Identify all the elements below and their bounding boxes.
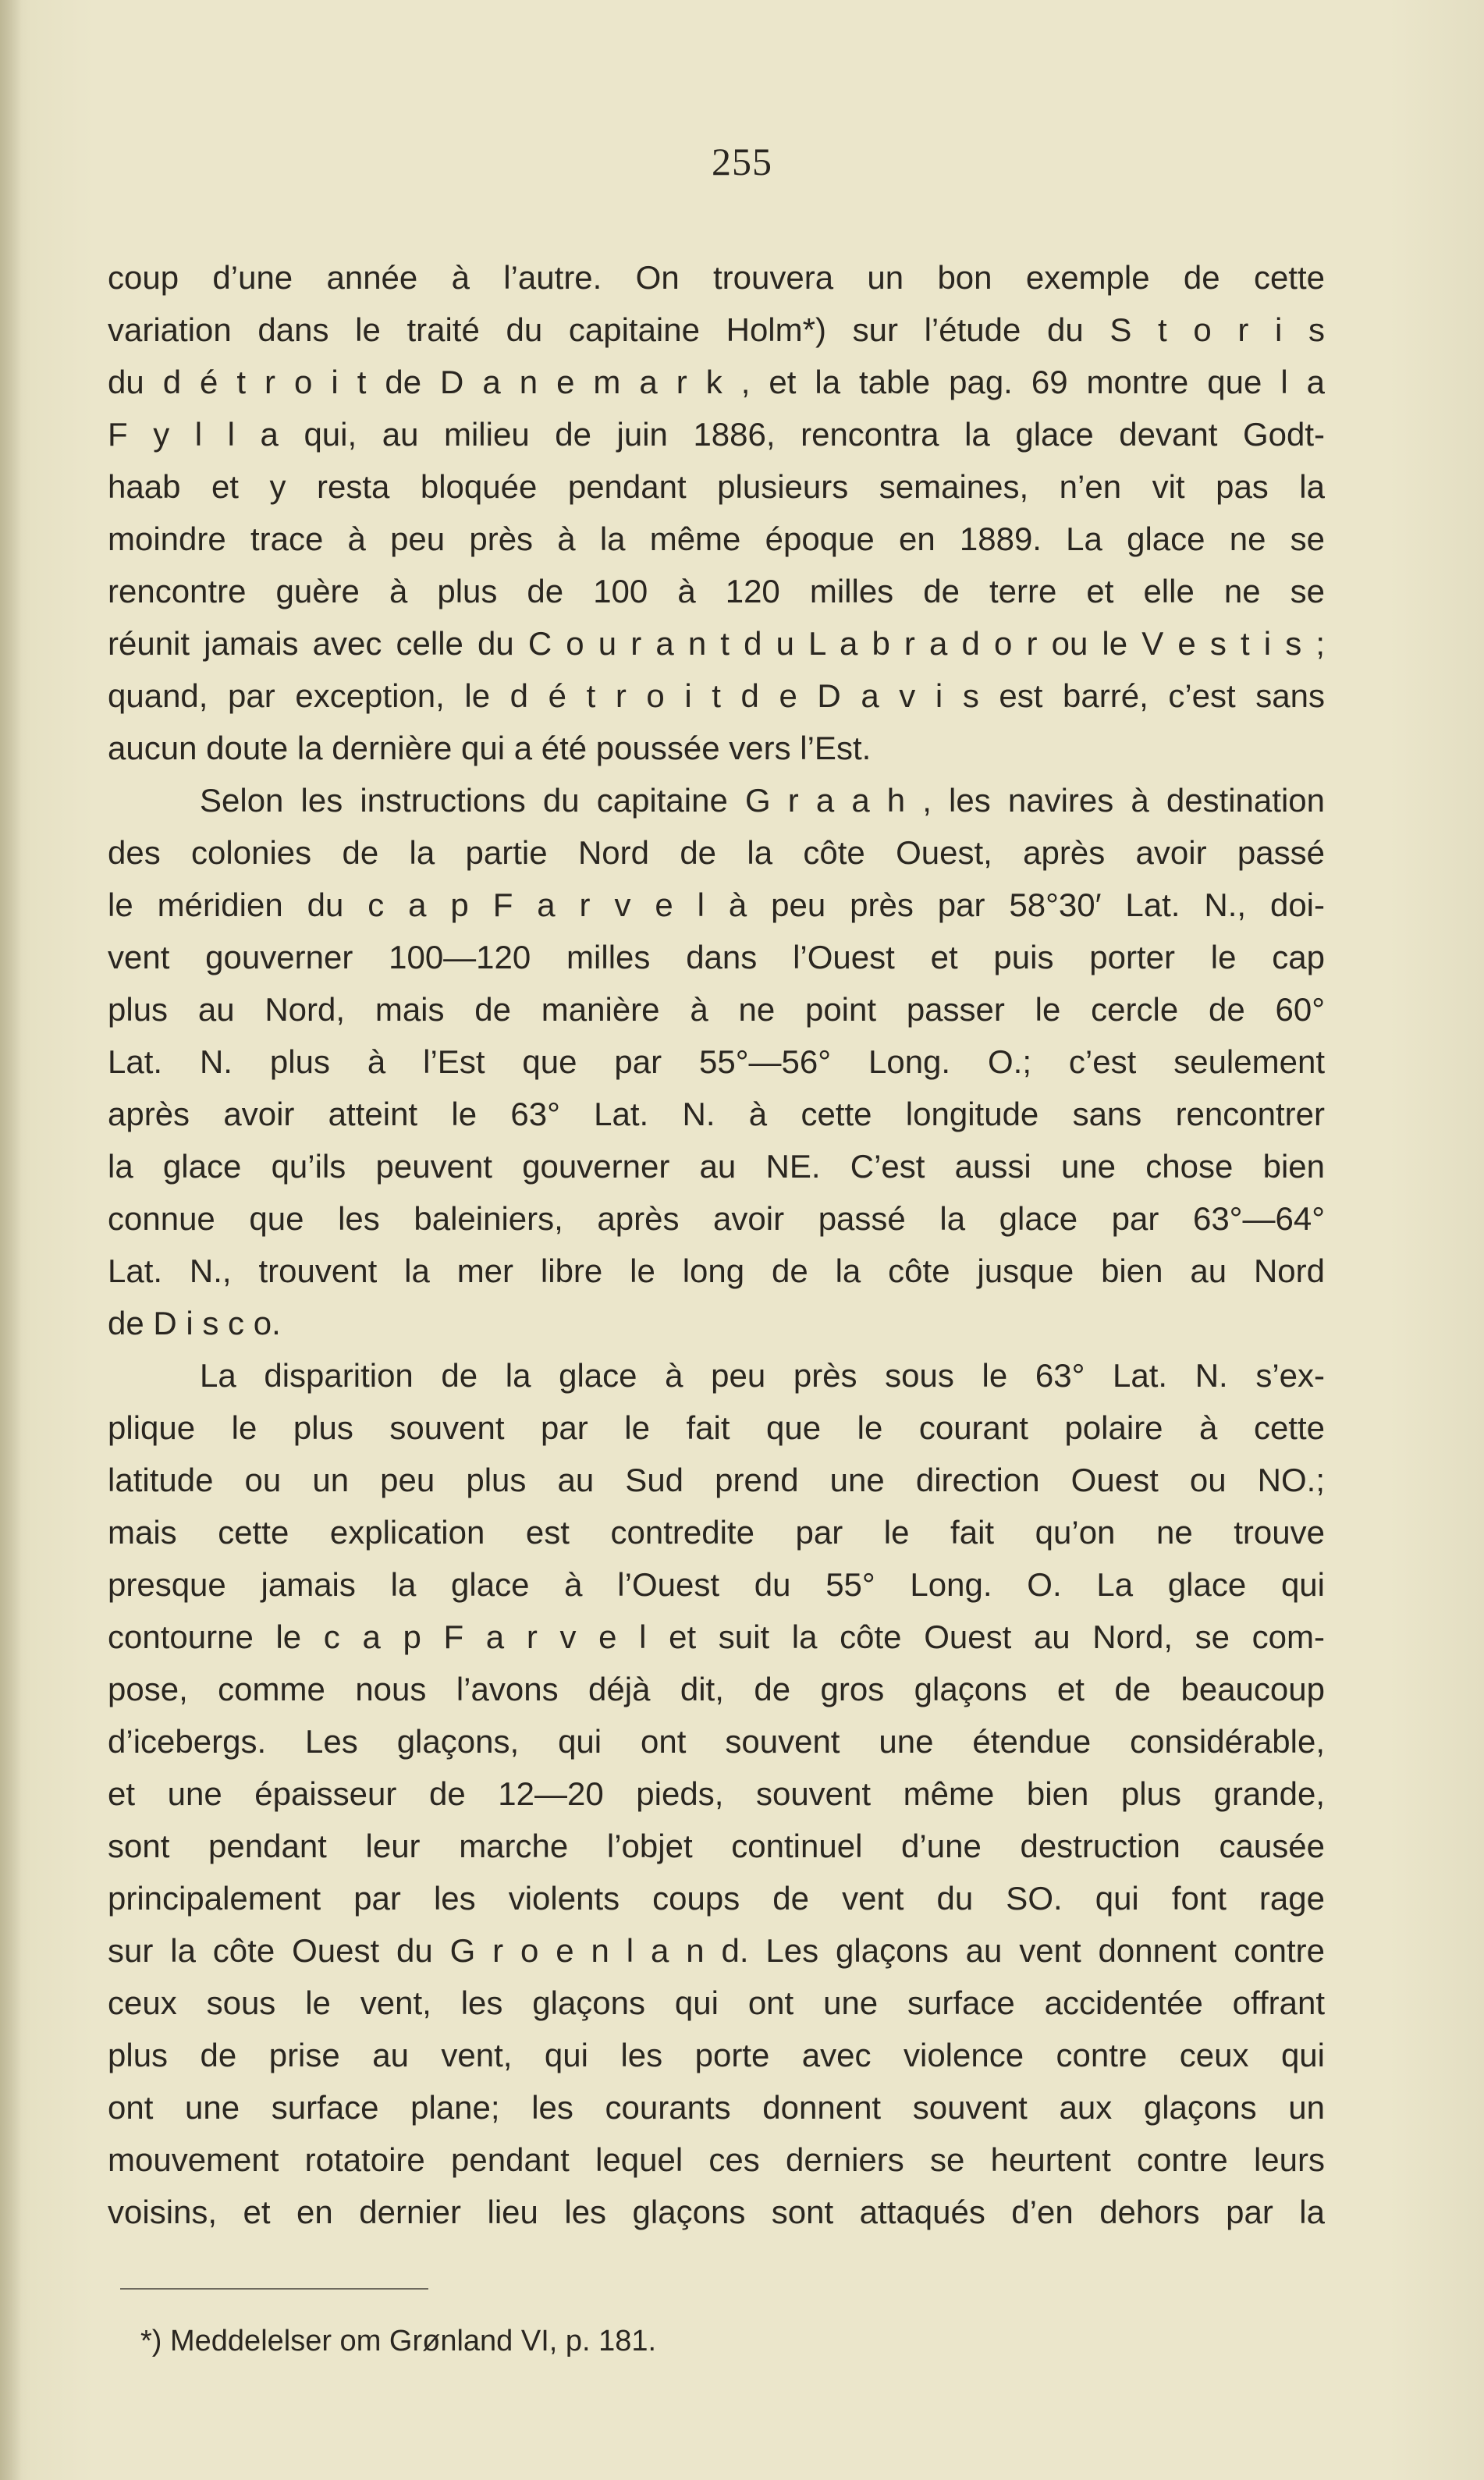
binding-shadow <box>0 0 22 2480</box>
text-line: réunit jamais avec celle du C o u r a n t d u L a b r a d o r ou le V e s t i s ; <box>108 625 1325 662</box>
page-number: 255 <box>712 140 772 183</box>
text-line: mouvement rotatoire pendant lequel ces derniers se heurtent contre leurs <box>108 2141 1325 2178</box>
body-text <box>108 251 1325 2238</box>
text-line: principalement par les violents coups de vent du SO. qui font rage <box>108 1880 1325 1917</box>
text-line: moindre trace à peu près à la même époque en 1889. La glace ne se <box>108 521 1325 557</box>
text-line: Lat. N. plus à l’Est que par 55°—56° Long. O.; c’est seulement <box>108 1043 1325 1080</box>
text-line: haab et y resta bloquée pendant plusieurs semaines, n’en vit pas la <box>108 468 1325 505</box>
text-line: contourne le c a p F a r v e l et suit la côte Ouest au Nord, se com- <box>108 1618 1325 1655</box>
text-line: plique le plus souvent par le fait que le courant polaire à cette <box>108 1409 1325 1446</box>
text-line: aucun doute la dernière qui a été poussée vers l’Est. <box>108 730 872 766</box>
footnote: *) Meddelelser om Grønland VI, p. 181. <box>140 2325 657 2357</box>
footnote-divider <box>120 2288 428 2290</box>
text-line: connue que les baleiniers, après avoir passé la glace par 63°—64° <box>108 1200 1325 1237</box>
text-line: voisins, et en dernier lieu les glaçons sont attaqués d’en dehors par la <box>108 2194 1325 2230</box>
text-line: mais cette explication est contredite par le fait qu’on ne trouve <box>108 1514 1325 1551</box>
text-line: sur la côte Ouest du G r o e n l a n d. Les glaçons au vent donnent contre <box>108 1932 1325 1969</box>
text-line: de D i s c o. <box>108 1305 281 1341</box>
text-line: du d é t r o i t de D a n e m a r k , et la table pag. 69 montre que l a <box>108 364 1325 400</box>
text-line: coup d’une année à l’autre. On trouvera un bon exemple de cette <box>108 259 1325 296</box>
text-line: et une épaisseur de 12—20 pieds, souvent même bien plus grande, <box>108 1775 1325 1812</box>
text-line: plus de prise au vent, qui les porte avec violence contre ceux qui <box>108 2037 1325 2073</box>
text-line: quand, par exception, le d é t r o i t d e D a v i s est barré, c’est sans <box>108 677 1325 714</box>
text-line: la glace qu’ils peuvent gouverner au NE. C’est aussi une chose bien <box>108 1148 1325 1185</box>
text-line: ont une surface plane; les courants donnent souvent aux glaçons un <box>108 2089 1325 2126</box>
text-line: rencontre guère à plus de 100 à 120 milles de terre et elle ne se <box>108 573 1325 609</box>
text-line: vent gouverner 100—120 milles dans l’Ouest et puis porter le cap <box>108 939 1325 975</box>
text-line: le méridien du c a p F a r v e l à peu près par 58°30′ Lat. N., doi- <box>108 886 1325 923</box>
text-line: Lat. N., trouvent la mer libre le long de la côte jusque bien au Nord <box>108 1252 1325 1289</box>
text-line: plus au Nord, mais de manière à ne point passer le cercle de 60° <box>108 991 1325 1028</box>
text-line: sont pendant leur marche l’objet continuel d’une destruction causée <box>108 1828 1325 1864</box>
text-line: Selon les instructions du capitaine G r a a h , les navires à destination <box>200 782 1325 819</box>
text-line: variation dans le traité du capitaine Holm*) sur l’étude du S t o r i s <box>108 311 1325 348</box>
text-line: F y l l a qui, au milieu de juin 1886, rencontra la glace devant Godt- <box>108 416 1325 453</box>
text-line: latitude ou un peu plus au Sud prend une direction Ouest ou NO.; <box>108 1462 1325 1498</box>
text-line: des colonies de la partie Nord de la côte Ouest, après avoir passé <box>108 834 1325 871</box>
text-line: presque jamais la glace à l’Ouest du 55° Long. O. La glace qui <box>108 1566 1325 1603</box>
text-line: après avoir atteint le 63° Lat. N. à cette longitude sans rencontrer <box>108 1096 1325 1132</box>
text-line: ceux sous le vent, les glaçons qui ont une surface accidentée offrant <box>108 1984 1325 2021</box>
text-line: pose, comme nous l’avons déjà dit, de gros glaçons et de beaucoup <box>108 1671 1325 1707</box>
text-line: La disparition de la glace à peu près sous le 63° Lat. N. s’ex- <box>200 1357 1325 1394</box>
text-line: d’icebergs. Les glaçons, qui ont souvent une étendue considérable, <box>108 1723 1325 1760</box>
